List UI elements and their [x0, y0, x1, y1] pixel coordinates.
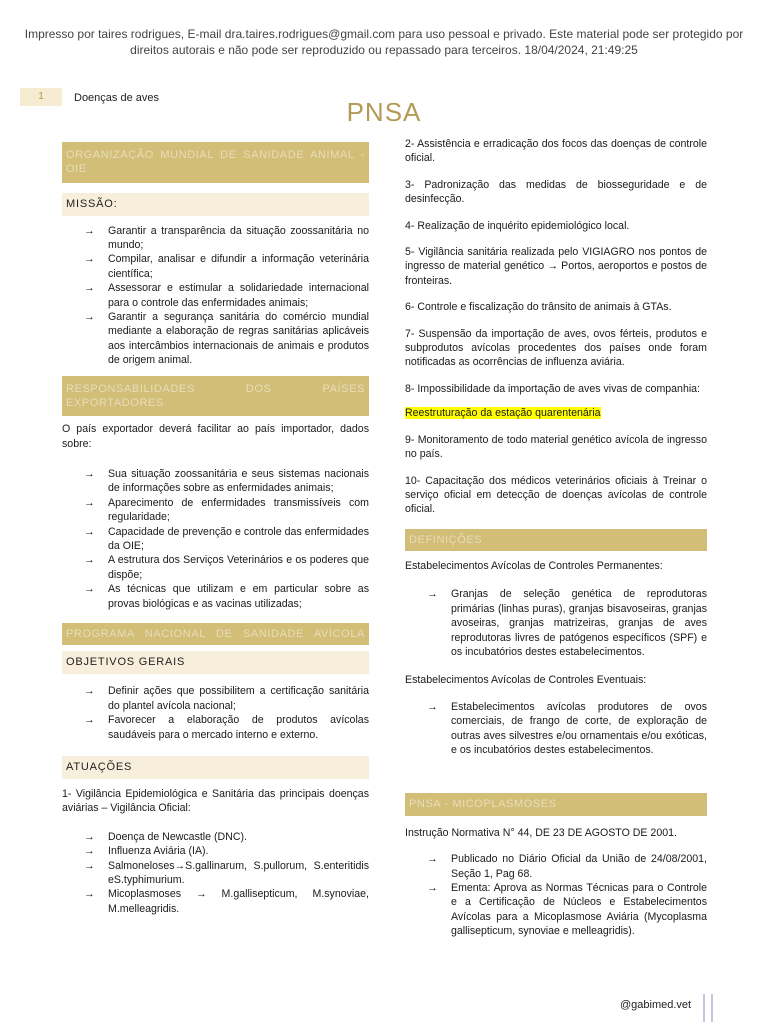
list-item-text: A estrutura dos Serviços Veterinários e os poderes que dispõe;: [108, 554, 369, 581]
list-item-text: Micoplasmoses → M.gallisepticum, M.synoviae, M.melleagridis.: [108, 888, 369, 915]
list-item-text: Garantir a transparência da situação zoossanitária no mundo;: [108, 224, 369, 251]
list-item: [427, 700, 707, 758]
list-item: [84, 467, 369, 496]
objetivos-list: [62, 684, 369, 742]
footer-handle: @gabimed.vet: [620, 999, 692, 1011]
list-item-text: Salmoneloses→S.gallinarum, S.pullorum, S.enteritidis eS.typhimurium.: [108, 859, 369, 886]
list-item: [84, 582, 369, 611]
right-item: 8- Impossibilidade da importação de aves vivas de companhia:: [405, 382, 701, 395]
atuacoes-intro: 1- Vigilância Epidemiológica e Sanitária das principais doenças aviárias – Vigilância Oficial:: [62, 787, 369, 815]
arrow-bullet-icon: →: [84, 468, 95, 481]
list-item-text: As técnicas que utilizam e em particular sobre as provas biológicas e as vacinas utilizadas;: [108, 583, 369, 610]
arrow-bullet-icon: →: [84, 845, 95, 858]
list-item-text: Garantir a segurança sanitária do comércio mundial mediante a elaboração de regras sanitárias aplicáveis aos intercâmbios internacionais de animais e produtos de origem animal.: [108, 310, 369, 367]
right-item: 10- Capacitação dos médicos veterinários oficiais à Treinar o serviço oficial em detecção de doenças avícolas de controle oficial.: [405, 474, 707, 516]
right-item: 3- Padronização das medidas de biosseguridade e de desinfecção.: [405, 178, 707, 206]
permanent-title: Estabelecimentos Avícolas de Controles Permanentes:: [405, 560, 663, 573]
list-item-text: Granjas de seleção genética de reprodutoras primárias (linhas puras), granjas bisavoseiras, granjas avoseiras, granjas matrizeiras, granjas de aves reprodutoras livres de patógenos específicos (SPF) e os incubatórios destes estabelecimentos.: [451, 588, 707, 659]
list-item-text: Compilar, analisar e difundir a informação veterinária científica;: [108, 253, 369, 280]
arrow-bullet-icon: →: [84, 888, 95, 901]
list-item: [84, 525, 369, 554]
right-item: 7- Suspensão da importação de aves, ovos férteis, produtos e subprodutos avícolas procedentes dos países onde foram notificadas as ocorrências de influenza aviária.: [405, 327, 707, 369]
subheading-atuacoes: ATUAÇÕES: [62, 756, 369, 779]
list-item: [84, 684, 369, 713]
list-item-text: Ementa: Aprova as Normas Técnicas para o Controle e a Certificação de Núcleos e Estabelecimentos Avícolas para a Micoplasmose Aviária (Mycoplasma gallisepticum, synoviae e melleagridis).: [451, 882, 707, 938]
mico-list: [405, 852, 707, 938]
resp-intro: O país exportador deverá facilitar ao país importador, dados sobre:: [62, 423, 369, 450]
list-item: [427, 587, 707, 659]
arrow-bullet-icon: →: [84, 830, 95, 843]
page-number: 1: [20, 88, 62, 106]
arrow-bullet-icon: →: [84, 685, 95, 698]
arrow-bullet-icon: →: [84, 714, 95, 727]
left-column: [62, 142, 369, 916]
list-item: [84, 252, 369, 281]
list-item: [84, 310, 369, 368]
right-item: 6- Controle e fiscalização do trânsito de animais à GTAs.: [405, 301, 672, 314]
arrow-bullet-icon: →: [84, 253, 95, 266]
list-item-text: Capacidade de prevenção e controle das enfermidades da OIE;: [108, 525, 369, 553]
running-head: Doenças de aves: [74, 92, 159, 104]
arrow-bullet-icon: →: [427, 700, 438, 713]
arrow-bullet-icon: →: [84, 859, 95, 872]
right-item: 9- Monitoramento de todo material genético avícola de ingresso no país.: [405, 433, 707, 461]
list-item-text: Estabelecimentos avícolas produtores de ovos comerciais, de frango de corte, de exploração de outras aves silvestres e/ou ornamentais e/ou exóticas, e os incubatórios destes estabelecimentos.: [451, 700, 707, 757]
mico-intro: Instrução Normativa N° 44, DE 23 DE AGOSTO DE 2001.: [405, 826, 677, 839]
atuacoes-list: [62, 830, 369, 916]
section-band-responsabilidades: RESPONSABILIDADES DOS PAÍSES EXPORTADORES: [62, 376, 369, 417]
section-band-definicoes: DEFINIÇÕES: [405, 529, 707, 551]
list-item: [84, 496, 369, 525]
arrow-bullet-icon: →: [84, 554, 95, 567]
arrow-bullet-icon: →: [427, 588, 438, 601]
right-item: 5- Vigilância sanitária realizada pelo VIGIAGRO nos pontos de ingresso de material genético → Portos, aeroportos e postos de fronteiras.: [405, 246, 707, 287]
arrow-bullet-icon: →: [84, 525, 95, 538]
resp-list: [62, 467, 369, 611]
list-item: [84, 844, 369, 858]
eventual-title: Estabelecimentos Avícolas de Controles Eventuais:: [405, 674, 647, 687]
list-item: [84, 830, 369, 844]
arrow-bullet-icon: →: [427, 882, 438, 894]
list-item: [84, 887, 369, 916]
arrow-bullet-icon: →: [84, 282, 95, 295]
list-item: [427, 881, 707, 939]
subheading-objetivos: OBJETIVOS GERAIS: [62, 651, 369, 674]
highlighted-text: Reestruturação da estação quarentenária: [405, 407, 601, 420]
watermark-notice: Impresso por taires rodrigues, E-mail dra.taires.rodrigues@gmail.com para uso pessoal e privado. Este material pode ser protegido por direitos autorais e não pode ser reproduzido ou repassado para terceiros. 18/04/2024, 21:49:25: [24, 27, 744, 57]
footer-decoration: [703, 994, 713, 1022]
arrow-bullet-icon: →: [427, 853, 438, 866]
list-item-text: Aparecimento de enfermidades transmissíveis com regularidade;: [108, 496, 369, 524]
subheading-missao: MISSÃO:: [62, 193, 369, 216]
list-item-text: Sua situação zoossanitária e seus sistemas nacionais de informações sobre as enfermidades animais;: [108, 468, 369, 495]
list-item: [84, 859, 369, 888]
section-band-pnsa: PROGRAMA NACIONAL DE SANIDADE AVÍCOLA: [62, 623, 369, 645]
arrow-bullet-icon: →: [84, 496, 95, 509]
missao-list: [62, 224, 369, 368]
list-item-text: Favorecer a elaboração de produtos avícolas saudáveis para o mercado interno e externo.: [108, 714, 369, 741]
list-item-text: Doença de Newcastle (DNC).: [108, 830, 247, 843]
section-band-oie: ORGANIZAÇÃO MUNDIAL DE SANIDADE ANIMAL - OIE: [62, 142, 369, 183]
right-item: 2- Assistência e erradicação dos focos das doenças de controle oficial.: [405, 138, 707, 165]
list-item: [84, 713, 369, 742]
list-item: [84, 553, 369, 582]
arrow-bullet-icon: →: [84, 224, 95, 237]
arrow-bullet-icon: →: [84, 583, 95, 596]
list-item: [427, 852, 707, 881]
right-column: [405, 137, 707, 939]
eventual-list: [405, 700, 707, 758]
arrow-bullet-icon: →: [84, 310, 95, 323]
section-band-micoplasmoses: PNSA - MICOPLASMOSES: [405, 793, 707, 815]
list-item: [84, 281, 369, 310]
list-item-text: Assessorar e estimular a solidariedade internacional para o controle das enfermidades animais;: [108, 282, 369, 309]
permanent-list: [405, 587, 707, 659]
list-item-text: Influenza Aviária (IA).: [108, 845, 209, 858]
list-item: [84, 224, 369, 253]
right-item: 4- Realização de inquérito epidemiológico local.: [405, 219, 630, 232]
list-item-text: Definir ações que possibilitem a certificação sanitária do plantel avícola nacional;: [108, 685, 369, 712]
document-title: PNSA: [346, 97, 422, 127]
list-item-text: Publicado no Diário Oficial da União de 24/08/2001, Seção 1, Pag 68.: [451, 853, 707, 880]
